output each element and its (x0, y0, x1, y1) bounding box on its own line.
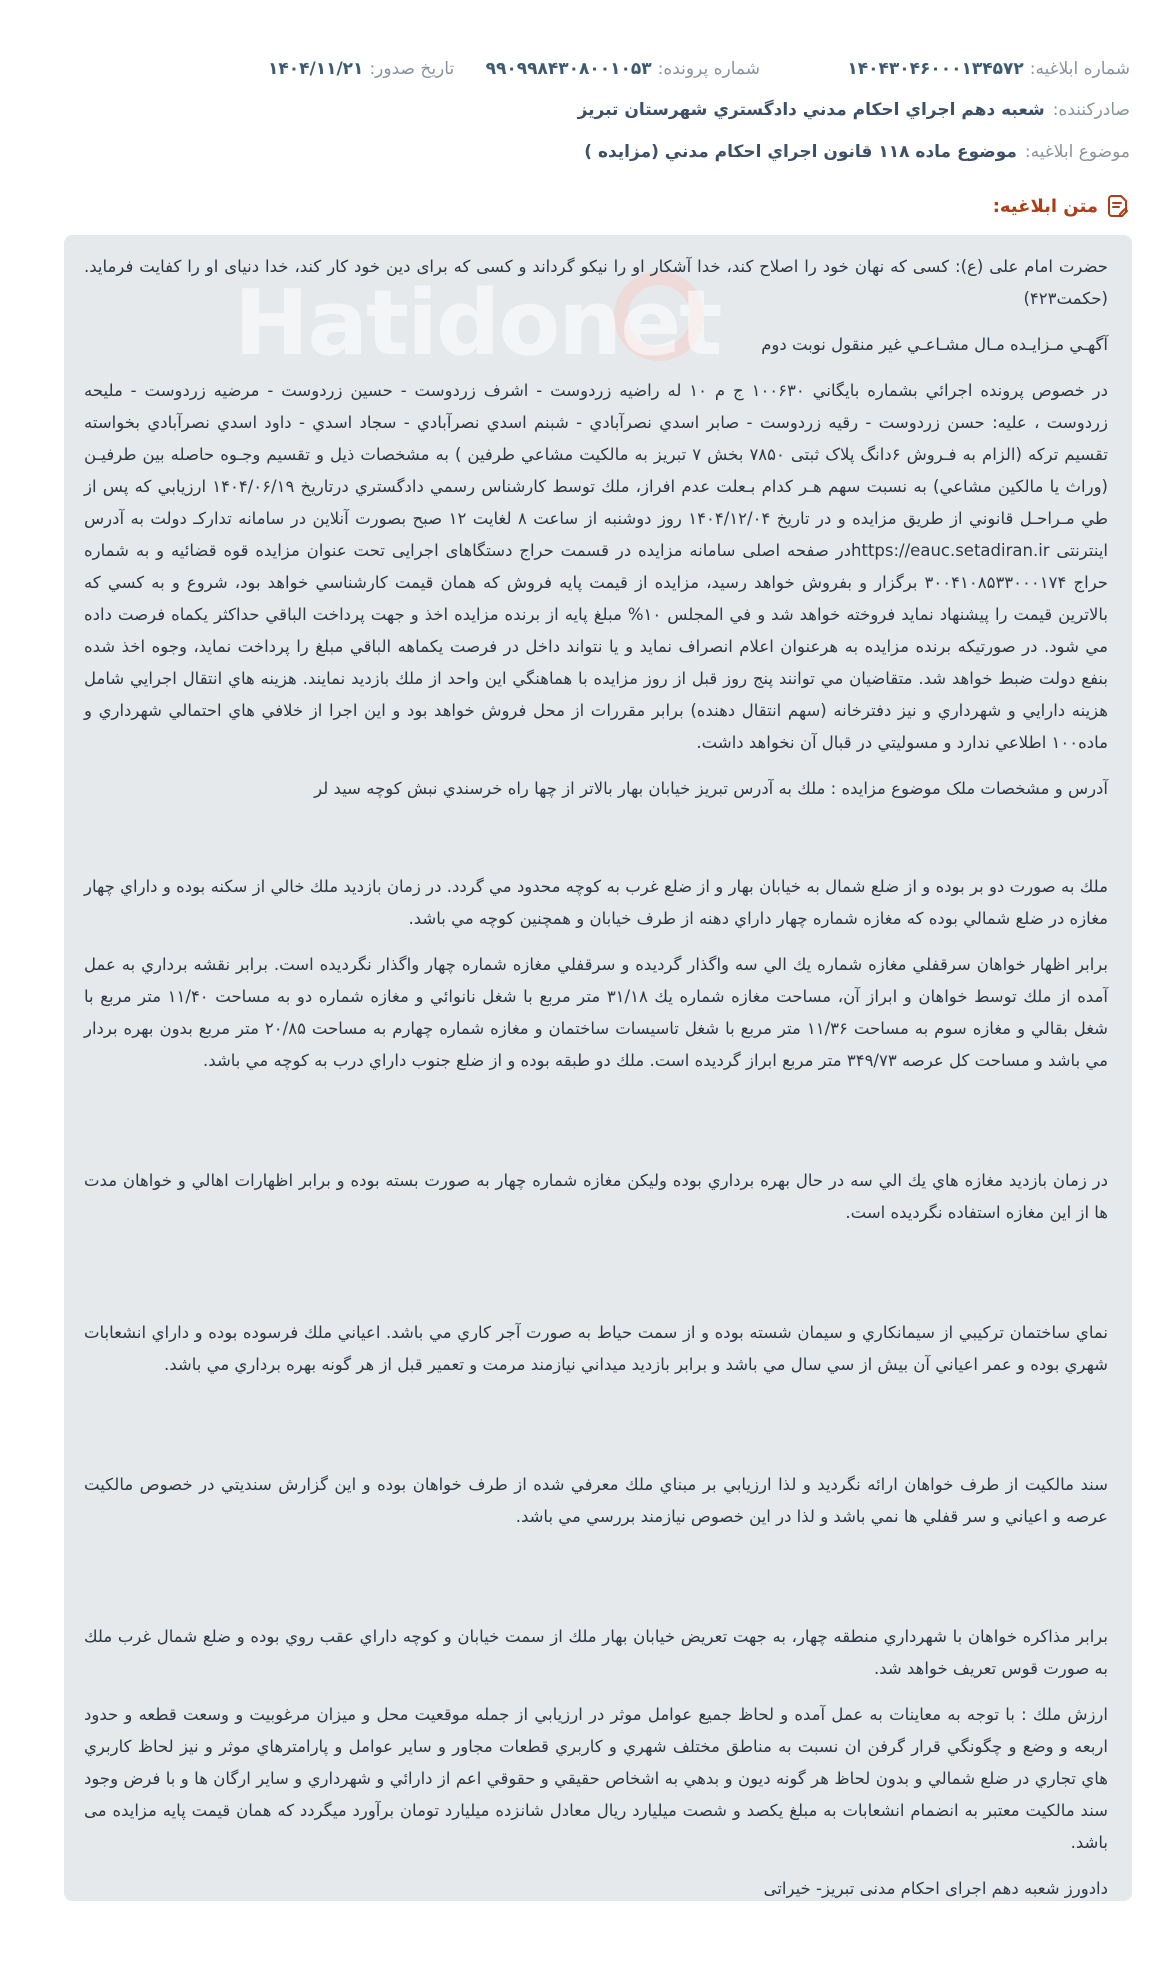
document-edit-icon (1106, 193, 1130, 219)
auction-url-link[interactable]: https://eauc.setadiran.ir (851, 541, 1050, 560)
issue-date-label: تاریخ صدور: (369, 59, 455, 79)
notice-meta-row (60, 52, 1130, 86)
case-number-label: شماره پرونده: (657, 59, 760, 79)
quote-paragraph: حضرت امام علی (ع): کسی که نهان خود را اصلاح کند، خدا آشکار او را نیکو گرداند و کسی که برای دین خود کار کند، خدا دنیای او را کفایت فرماید. (حکمت۴۲۳) (84, 257, 1108, 308)
notice-text-box (64, 235, 1132, 1901)
case-paragraph-part2: در صفحه اصلی سامانه مزايده در قسمت حراج دستگاهای اجرايی تحت عنوان مزايده قوه قضائيه و به شماره حراج ۳۰۰۴۱۰۸۵۳۳۰۰۰۱۷۴ برگزار و بفروش خواهد رسيد، مزايده از قيمت پايه فروش كه همان قيمت كارشناسي خواهد بود، شروع و به كسي كه بالاترين قيمت را پيشنهاد نمايد فروخته خواهد شد و في المجلس ۱۰% مبلغ پايه از برنده مزايده اخذ و جهت پرداخت الباقي حداكثر يكماه فرصت داده مي شود. در صورتيكه برنده مزايده به هرعنوان اعلام انصراف نمايد و يا نتواند داخل در فرصت يكماهه الباقي مبلغ را پرداخت نمايد، وجوه اخذ شده بنفع دولت ضبط خواهد شد. متقاضيان مي توانند پنج روز قبل از روز مزايده با هماهنگي اين واحد از ملك بازديد نمايند. هزينه هاي انتقال اجرايي شامل هزينه دارايي و شهرداري و نيز دفترخانه (سهم انتقال دهنده) برابر مقررات از محل فروش خواهد بود و اين اجرا از خلافي هاي احتمالي شهرداري و ماده۱۰۰ اطلاعي ندارد و مسوليتي در قبال آن نخواهد داشت. (84, 541, 1108, 752)
property-description: ملك به صورت دو بر بوده و از ضلع شمال به خيابان بهار و از ضلع غرب به كوچه محدود مي گردد. در زمان بازديد ملك خالي از سكنه بوده و داراي چهار مغازه در ضلع شمالي بوده كه مغازه شماره چهار داراي دهنه از طرف خيابان و همچنين كوچه مي باشد. (84, 877, 1108, 928)
issuer-value: شعبه دهم اجراي احكام مدني دادگستري شهرستان تبريز (577, 100, 1045, 120)
notice-text-title: متن ابلاغیه: (992, 195, 1098, 217)
issuer-label: صادرکننده: (1052, 100, 1130, 120)
subject-label: موضوع ابلاغیه: (1024, 142, 1130, 162)
auction-title: آگهـي مـزايـده مـال مشـاعـي غير منقول نوبت دوم (761, 335, 1108, 354)
ownership-document: سند مالكيت از طرف خواهان ارائه نگرديد و لذا ارزيابي بر مبناي ملك معرفي شده از طرف خواهان بوده و اين گزارش سنديتي در خصوص مالكيت عرصه و اعياني و سر قفلي ها نمي باشد و لذا در اين خصوص نيازمند بررسي مي باشد. (84, 1475, 1108, 1526)
notice-text-heading (993, 193, 1130, 219)
property-address: آدرس و مشخصات ملک موضوع مزايده : ملك به آدرس تبريز خيابان بهار بالاتر از چها راه خرسندي نبش كوچه سيد لر (314, 779, 1108, 798)
notice-number (847, 59, 1130, 79)
case-paragraph-part1: در خصوص پرونده اجرائي بشماره بايگاني ۱۰۰۶۳۰ ج م ۱۰ له راضيه زردوست - اشرف زردوست - حسين زردوست - مرضيه زردوست - مليحه زردوست ، عليه: حسن زردوست - رقيه زردوست - صابر اسدي نصرآبادي - شبنم اسدي نصرآبادي - سجاد اسدي - داود اسدي نصرآبادي بخواسته تقسيم تركه (الزام به فـروش ۶دانگ پلاک ثبتی ۷۸۵۰ بخش ۷ تبريز به مالكيت مشاعي طرفين ) به مشخصات ذيل و تقسيم وجـوه حاصله بين طرفيـن (وراث يا مالكين مشاعي) به نسبت سهم هـر كدام بـعلت عدم افراز، ملك توسط كارشناس رسمي دادگستري درتاريخ ۱۴۰۴/۰۶/۱۹ ارزيابي كه پس از طي مـراحـل قانوني از طريق مزايده و در تاريخ ۱۴۰۴/۱۲/۰۴ روز دوشنبه از ساعت ۸ لغايت ۱۲ صبح بصورت آنلاين در سامانه تداركـ دولت به آدرس اينترنتی (84, 381, 1108, 560)
property-value: ارزش ملك : با توجه به معاينات به عمل آمده و لحاظ جميع عوامل موثر در ارزيابي از جمله موقعيت محل و ميزان مرغوبيت و وسعت قطعه و حدود اربعه و وضع و چگونگي قرار گرفن ان نسبت به مناطق مختلف شهري و كاربري قطعات مجاور و ساير عوامل و پارامترهاي موثر و نيز لحاظ كاربري هاي تجاري در ضلع شمالي و بدون لحاظ هر گونه ديون و بدهي به اشخاص حقيقي و حقوقي اعم از دارائي و شهرداري و ساير ارگان ها و با فرض وجود سند مالكيت معتبر به انضمام انشعابات به مبلغ يكصد و شصت ميليارد ريال معادل شانزده ميليارد تومان برآورد ميگردد كه همان قيمت پايه مزايده می باشد. (84, 1705, 1108, 1852)
case-paragraph (84, 375, 1108, 759)
municipality-note: برابر مذاكره خواهان با شهرداري منطقه چهار، به جهت تعريض خيابان بهار ملك از سمت خيابان و كوچه داراي عقب روي بوده و ضلع شمال غرب ملك به صورت قوس تعريف خواهد شد. (84, 1627, 1108, 1678)
shops-description: برابر اظهار خواهان سرقفلي مغازه شماره يك الي سه واگذار گرديده و سرقفلي مغازه شماره چهار واگذار نگرديده است. برابر نقشه برداري به عمل آمده از ملك توسط خواهان و ابراز آن، مساحت مغازه شماره يك ۳۱/۱۸ متر مربع با شغل نانوائي و مغازه شماره دو به مساحت ۱۱/۴۰ متر مربع با شغل بقالي و مغازه سوم به مساحت ۱۱/۳۶ متر مربع با شغل تاسيسات ساختمان و مغازه شماره چهارم به مساحت ۲۰/۸۵ متر مربع بدون بهره بردار مي باشد و مساحت كل عرصه ۳۴۹/۷۳ متر مربع ابراز گرديده است. ملك دو طبقه بوده و از ضلع جنوب داراي درب به كوچه مي باشد. (84, 955, 1109, 1070)
issue-date-value: ۱۴۰۴/۱۱/۲۱ (268, 59, 364, 79)
visit-description: در زمان بازديد مغازه هاي يك الي سه در حال بهره برداري بوده وليكن مغازه شماره چهار به صورت بسته بوده و برابر اظهارات اهالي و خواهان مدت ها از اين مغازه استفاده نگرديده است. (84, 1171, 1108, 1222)
watermark-text: Hatidonet (234, 271, 721, 376)
case-number (486, 59, 760, 79)
signature-line: دادورز شعبه دهم اجرای احکام مدنی تبریز- خیراتی (763, 1879, 1108, 1898)
subject-row (60, 135, 1130, 169)
notice-number-label: شماره ابلاغیه: (1029, 59, 1130, 79)
building-facade: نماي ساختمان تركيبي از سيمانكاري و سيمان شسته بوده و از سمت حياط به صورت آجر كاري مي باشد. اعياني ملك فرسوده بوده و داراي انشعابات شهري بوده و عمر اعياني آن بيش از سي سال مي باشد و برابر بازديد ميداني نيازمند مرمت و تعمير قبل از هر گونه بهره برداري مي باشد. (84, 1323, 1108, 1374)
case-number-value: ۹۹۰۹۹۸۴۳۰۸۰۰۱۰۵۳ (485, 59, 652, 79)
issue-date (268, 59, 454, 79)
notice-number-value: ۱۴۰۴۳۰۴۶۰۰۰۱۳۴۵۷۲ (847, 59, 1024, 79)
issuer-row (60, 93, 1130, 127)
subject-value: موضوع ماده ۱۱۸ قانون اجراي احكام مدني (مزايده ) (584, 142, 1017, 162)
notice-body (64, 235, 1132, 1901)
